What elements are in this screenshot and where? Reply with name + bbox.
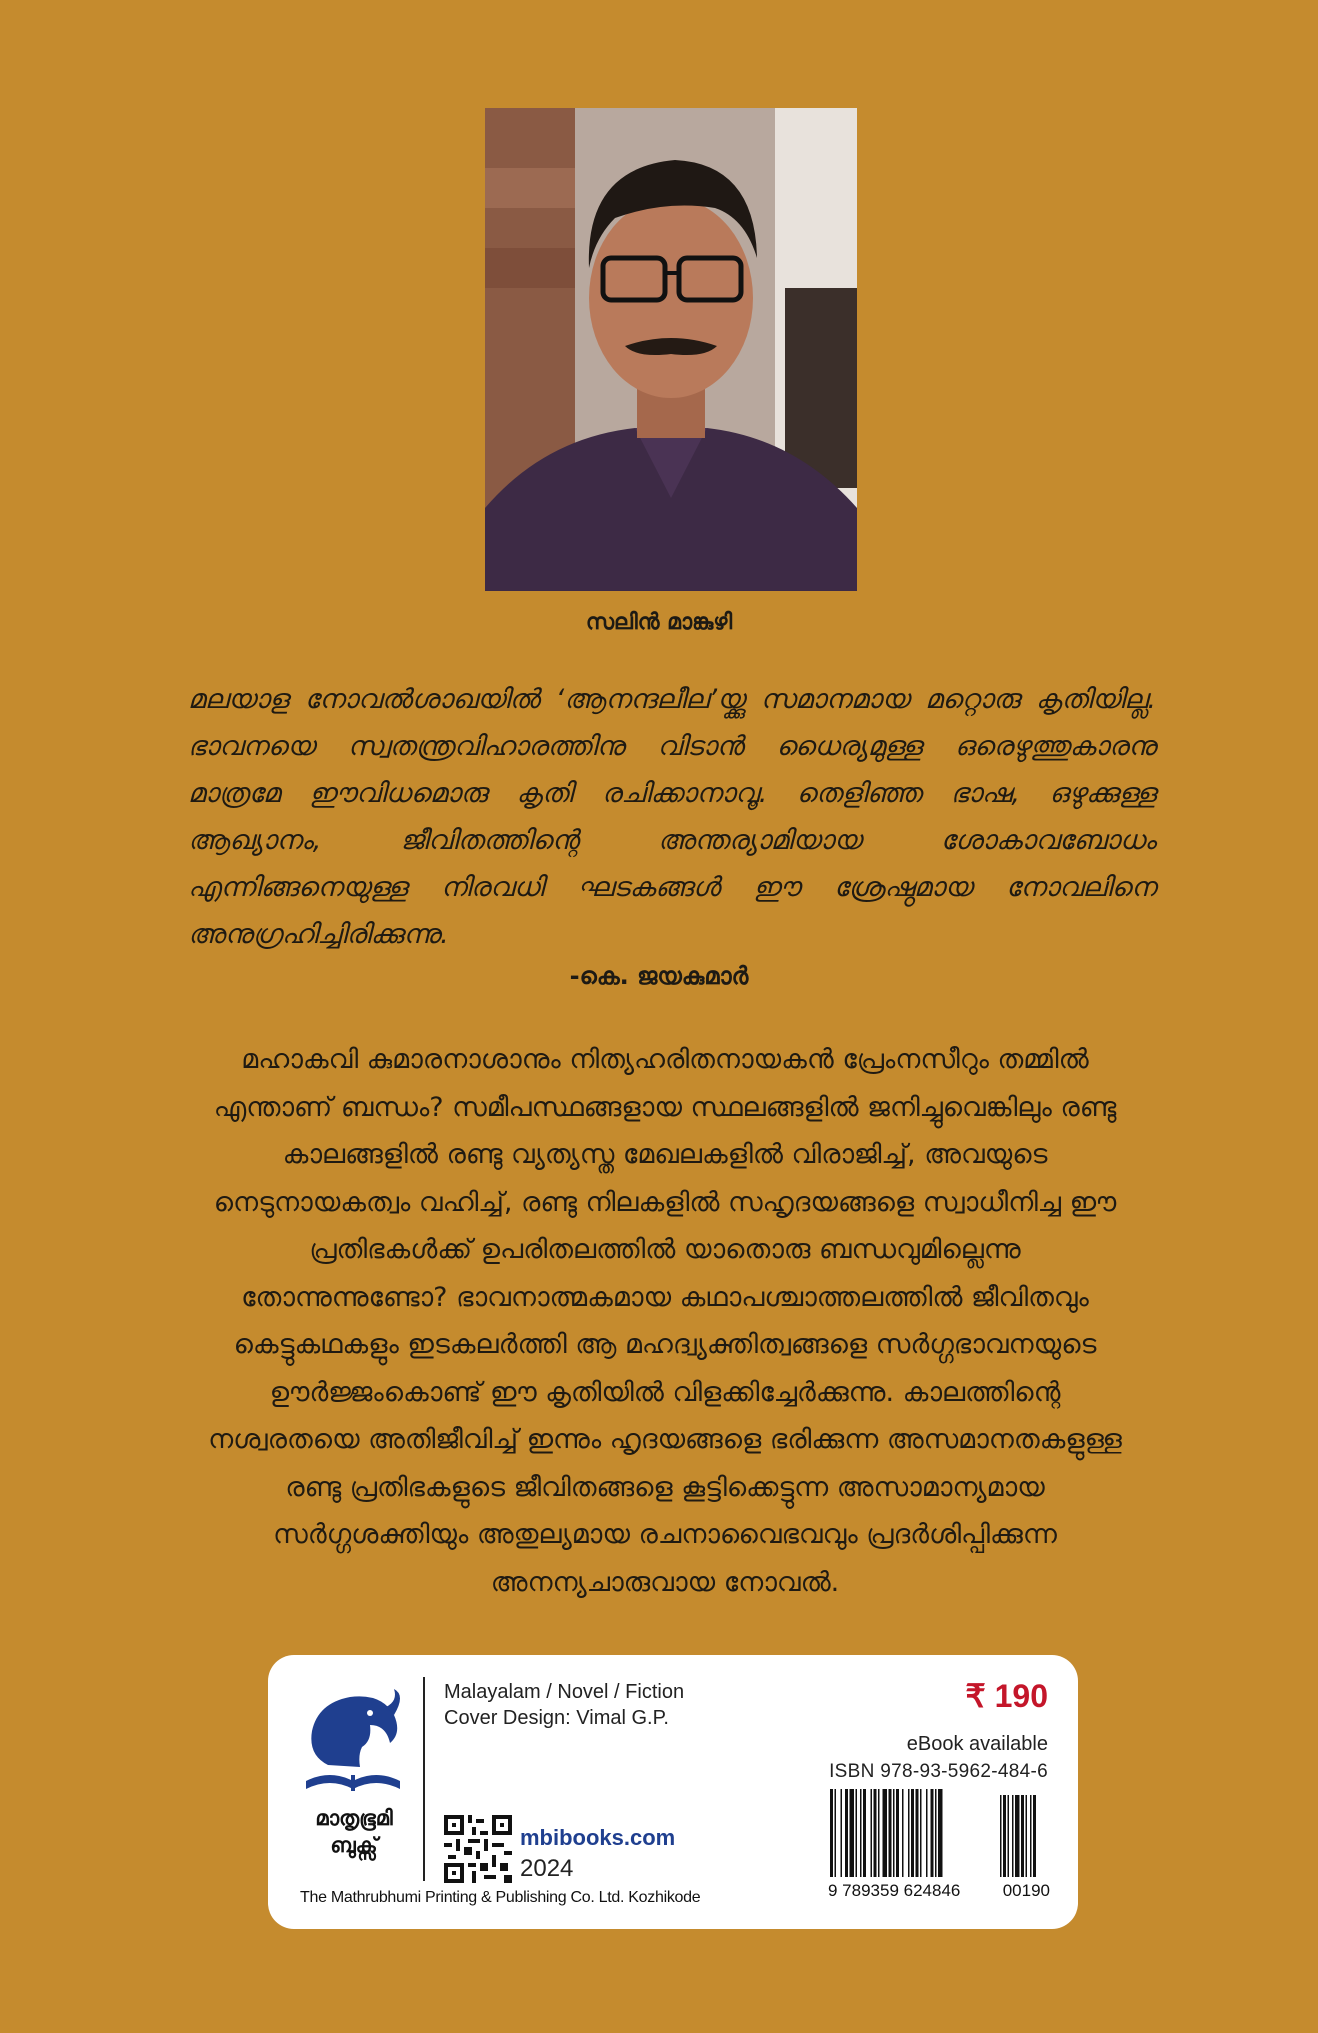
review-quote: മലയാള നോവൽശാഖയിൽ ‘ആനന്ദലീല’യ്ക്കു സമാനമായ മറ്റൊരു കൃതിയില്ല. ഭാവനയെ സ്വതന്ത്രവിഹാരത്തിനു വിടാൻ ധൈര്യമുള്ള ഒരെഴുത്തുകാരനു മാത്രമേ ഈവിധമൊരു കൃതി രചിക്കാനാവൂ. തെളിഞ്ഞ ഭാഷ, ഒഴുക്കുള്ള ആഖ്യാനം, ജീവിതത്തിന്റെ അന്തര്യാമിയായ ശോകാവബോധം എന്നിങ്ങനെയുള്ള നിരവധി ഘടകങ്ങൾ ഈ ശ്രേഷ്ഠമായ നോവലിനെ അനുഗ്രഹിച്ചിരിക്കുന്നു. [188, 684, 1156, 950]
logo-text-line1: മാതൃഭൂമി [315, 1806, 393, 1830]
qr-code-icon [444, 1815, 512, 1883]
elephant-book-logo-icon [298, 1685, 408, 1805]
publisher-name: The Mathrubhumi Printing & Publishing Co. Ltd. Kozhikode [300, 1889, 701, 1906]
author-photo [485, 108, 857, 591]
isbn: ISBN 978-93-5962-484-6 [829, 1761, 1048, 1782]
logo-text-line2: ബുക്സ് [330, 1833, 378, 1857]
price: ₹ 190 [965, 1678, 1048, 1714]
cover-design-text: Cover Design: Vimal G.P. [444, 1707, 669, 1729]
barcode-icon [828, 1789, 1050, 1877]
ebook-availability: eBook available [906, 1733, 1048, 1755]
publication-year: 2024 [520, 1855, 574, 1882]
barcode-main-number: 9 789359 624846 [828, 1881, 961, 1900]
barcode-addon-number: 00190 [1002, 1881, 1050, 1900]
card-divider [423, 1677, 425, 1881]
publisher-info-card [268, 1655, 1078, 1929]
author-name-caption: സലിൻ മാങ്കുഴി [585, 610, 733, 635]
genre-text: Malayalam / Novel / Fiction [444, 1681, 685, 1703]
publisher-logo-text [298, 1805, 410, 1859]
website-link[interactable]: mbibooks.com [520, 1825, 676, 1850]
quote-author: -കെ. ജയകുമാർ [569, 962, 749, 990]
book-blurb: മഹാകവി കുമാരനാശാനും നിത്യഹരിതനായകൻ പ്രേംനസീറും തമ്മിൽ എന്താണ് ബന്ധം? സമീപസ്ഥങ്ങളായ സ്ഥലങ്ങളിൽ ജനിച്ചുവെങ്കിലും രണ്ടു കാലങ്ങളിൽ രണ്ടു വ്യത്യസ്ത മേഖലകളിൽ വിരാജിച്ച്, അവയുടെ നെടുനായകത്വം വഹിച്ച്, രണ്ടു നിലകളിൽ സഹൃദയങ്ങളെ സ്വാധീനിച്ച ഈ പ്രതിഭകൾക്ക് ഉപരിതലത്തിൽ യാതൊരു ബന്ധവുമില്ലെന്നു തോന്നുന്നുണ്ടോ? ഭാവനാത്മകമായ കഥാപശ്ചാത്തലത്തിൽ ജീവിതവും കെട്ടുകഥകളും ഇടകലർത്തി ആ മഹദ്വ്യക്തിത്വങ്ങളെ സർഗ്ഗഭാവനയുടെ ഊർജ്ജംകൊണ്ട് ഈ കൃതിയിൽ വിളക്കിച്ചേർക്കുന്നു. കാലത്തിന്റെ നശ്വരതയെ അതിജീവിച്ച് ഇന്നും ഹൃദയങ്ങളെ ഭരിക്കുന്ന അസമാനതകളുള്ള രണ്ടു പ്രതിഭകളുടെ ജീവിതങ്ങളെ കൂട്ടിക്കെട്ടുന്ന അസാമാന്യമായ സർഗ്ഗശക്തിയും അതുല്യമായ രചനാവൈഭവവും പ്രദർശിപ്പിക്കുന്ന അനന്യചാരുവായ നോവൽ. [208, 1044, 1122, 1598]
book-details [444, 1679, 684, 1731]
